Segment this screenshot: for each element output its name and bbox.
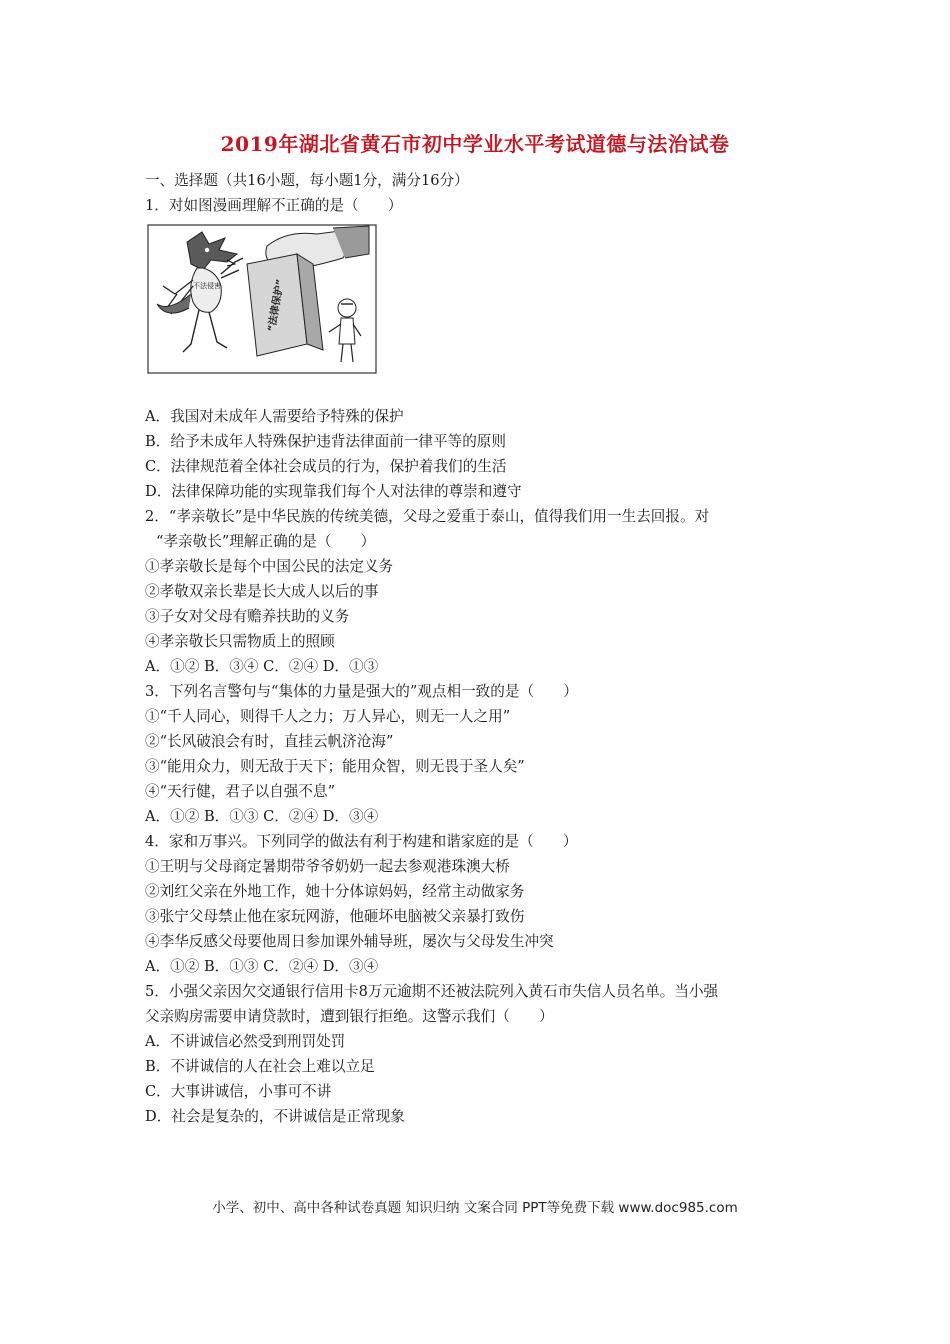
- law-protection-cartoon: [147, 224, 377, 374]
- question-2-answers: A．①② B．③④ C．②④ D．①③: [145, 658, 379, 675]
- section-header: 一、选择题（共16小题，每小题1分，满分16分）: [145, 172, 469, 189]
- footer-ad: 小学、初中、高中各种试卷真题 知识归纳 文案合同 PPT等免费下载 www.doc985.com: [212, 1200, 738, 1216]
- question-1-option-b: B．给予未成年人特殊保护违背法律面前一律平等的原则: [145, 433, 506, 450]
- question-3-answers: A．①② B．①③ C．②④ D．③④: [145, 808, 379, 825]
- question-5-option-c: C．大事讲诚信，小事可不讲: [145, 1083, 332, 1100]
- exam-content: [145, 168, 825, 1129]
- wolf-sash-label: 不法侵害: [193, 282, 221, 290]
- question-3-item-4: ④“天行健，君子以自强不息”: [145, 783, 336, 800]
- question-4-item-4: ④李华反感父母要他周日参加课外辅导班，屡次与父母发生冲突: [145, 933, 554, 950]
- question-3-item-2: ②“长风破浪会有时，直挂云帆济沧海”: [145, 733, 394, 750]
- question-4-stem: 4．家和万事兴。下列同学的做法有利于构建和谐家庭的是（ ）: [145, 833, 578, 850]
- question-5-option-b: B．不讲诚信的人在社会上难以立足: [145, 1058, 375, 1075]
- question-5-stem: 5．小强父亲因欠交通银行信用卡8万元逾期不还被法院列入黄石市失信人员名单。当小强: [145, 983, 719, 1000]
- question-4-answers: A．①② B．①③ C．②④ D．③④: [145, 958, 379, 975]
- question-2-item-1: ①孝亲敬长是每个中国公民的法定义务: [145, 558, 394, 575]
- question-2-stem: 2．“孝亲敬长”是中华民族的传统美德，父母之爱重于泰山，值得我们用一生去回报。对: [145, 508, 710, 525]
- question-4-item-2: ②刘红父亲在外地工作，她十分体谅妈妈，经常主动做家务: [145, 883, 525, 900]
- question-5-stem-continued: 父亲购房需要申请贷款时，遭到银行拒绝。这警示我们（ ）: [145, 1008, 554, 1025]
- question-3-item-3: ③“能用众力，则无敌于天下；能用众智，则无畏于圣人矣”: [145, 758, 525, 775]
- question-1-option-a: A．我国对未成年人需要给予特殊的保护: [145, 408, 404, 425]
- question-3-stem: 3．下列名言警句与“集体的力量是强大的”观点相一致的是（ ）: [145, 683, 578, 700]
- question-2-item-3: ③子女对父母有赡养扶助的义务: [145, 608, 350, 625]
- question-4-item-3: ③张宁父母禁止他在家玩网游，他砸坏电脑被父亲暴打致伤: [145, 908, 525, 925]
- question-5-option-d: D．社会是复杂的，不讲诚信是正常现象: [145, 1108, 405, 1125]
- exam-title: 2019年湖北省黄石市初中学业水平考试道德与法治试卷: [220, 132, 730, 156]
- question-1-option-d: D．法律保障功能的实现靠我们每个人对法律的尊崇和遵守: [145, 483, 522, 500]
- question-4-item-1: ①王明与父母商定暑期带爷爷奶奶一起去参观港珠澳大桥: [145, 858, 510, 875]
- question-2-stem-continued: “孝亲敬长”理解正确的是（ ）: [156, 533, 376, 550]
- question-5-option-a: A．不讲诚信必然受到刑罚处罚: [145, 1033, 346, 1050]
- question-3-item-1: ①“千人同心，则得千人之力；万人异心，则无一人之用”: [145, 708, 511, 725]
- question-1-stem: 1．对如图漫画理解不正确的是（ ）: [145, 197, 403, 214]
- law-book-label: “法律保护”: [266, 278, 287, 333]
- question-2-item-4: ④孝亲敬长只需物质上的照顾: [145, 633, 335, 650]
- question-1-option-c: C．法律规范着全体社会成员的行为，保护着我们的生活: [145, 458, 507, 475]
- question-2-item-2: ②孝敬双亲长辈是长大成人以后的事: [145, 583, 379, 600]
